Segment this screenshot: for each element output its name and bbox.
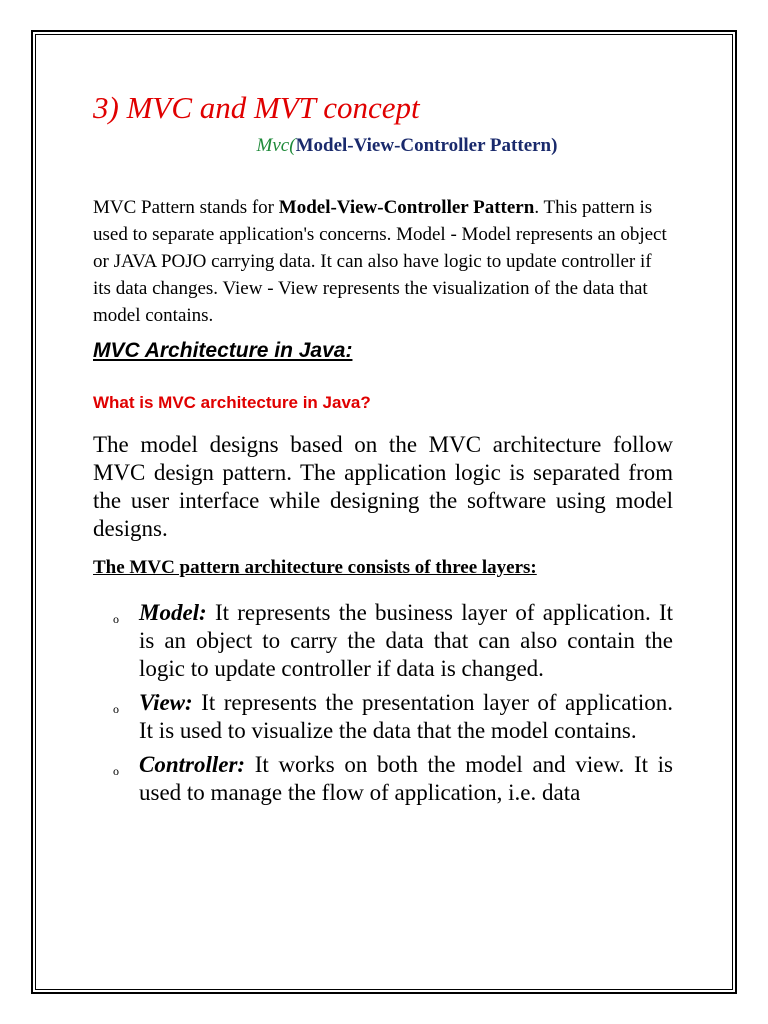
list-item — [93, 599, 673, 683]
intro-bold-term: Model-View-Controller Pattern — [278, 197, 535, 218]
architecture-heading: MVC Architecture in Java: — [93, 339, 353, 362]
document-title: 3) MVC and MVT concept — [93, 90, 420, 125]
intro-paragraph — [93, 194, 673, 329]
layers-heading: The MVC pattern architecture consists of three layers: — [93, 557, 537, 578]
document-subtitle — [93, 134, 673, 158]
bullet-icon: o — [113, 764, 119, 778]
layer-text: It represents the business layer of application. It is an object to carry the data that can also contain the logic to update controller if data is changed. — [139, 600, 673, 681]
intro-suffix: . This pattern is used to separate application's concerns. Model - Model represents an object or JAVA POJO carrying data. It can also have logic to update controller if its data changes. View - View represents the visualization of the data that model contains. — [93, 197, 667, 326]
layer-term: View: — [139, 690, 193, 715]
subtitle-mvc-word: Mvc( — [256, 135, 296, 156]
bullet-icon: o — [113, 702, 119, 716]
bullet-icon: o — [113, 612, 119, 626]
layer-text: It works on both the model and view. It is used to manage the flow of application, i.e. data — [139, 752, 673, 805]
body-paragraph: The model designs based on the MVC architecture follow MVC design pattern. The application logic is separated from the user interface while designing the software using model designs. — [93, 432, 673, 541]
list-item — [93, 689, 673, 745]
intro-prefix: MVC Pattern stands for — [93, 197, 279, 218]
subtitle-pattern-name: Model-View-Controller Pattern) — [295, 135, 558, 156]
list-item — [93, 751, 673, 807]
question-heading: What is MVC architecture in Java? — [93, 393, 371, 412]
layer-term: Controller: — [139, 752, 246, 777]
layer-term: Model: — [139, 600, 207, 625]
page-content — [93, 88, 673, 813]
layers-list — [93, 599, 673, 807]
layer-text: It represents the presentation layer of application. It is used to visualize the data that the model contains. — [139, 690, 673, 743]
